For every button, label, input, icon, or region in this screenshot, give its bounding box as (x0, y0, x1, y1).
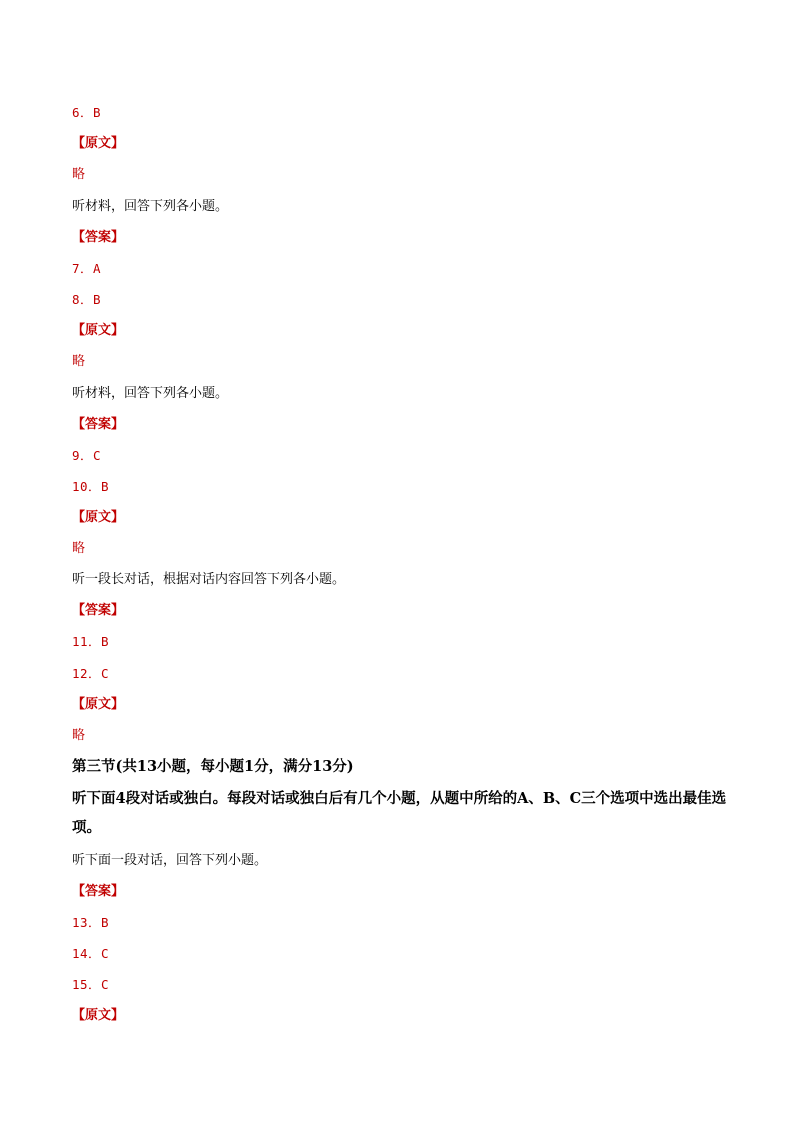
instruction-text: 听一段长对话，根据对话内容回答下列各小题。 (72, 572, 346, 587)
source-tag: 【原文】 (72, 697, 125, 712)
answer-line: 14．C (72, 946, 110, 961)
answer-line: 8．B (72, 292, 102, 307)
section-instruction: 听下面4段对话或独白。每段对话或独白后有几个小题，从题中所给的A、B、C三个选项中选出最佳选项。 (72, 790, 727, 836)
omitted-note: 略 (72, 167, 86, 182)
answer-line: 11．B (72, 634, 110, 649)
source-tag: 【原文】 (72, 136, 125, 151)
omitted-note: 略 (72, 728, 86, 743)
answer-line: 13．B (72, 915, 110, 930)
answer-line: 7．A (72, 261, 102, 276)
omitted-note: 略 (72, 354, 86, 369)
answer-line: 12．C (72, 666, 110, 681)
instruction-text: 听材料，回答下列各小题。 (72, 199, 229, 214)
instruction-text: 听下面一段对话，回答下列小题。 (72, 853, 268, 868)
answer-tag: 【答案】 (72, 230, 125, 245)
section-heading: 第三节(共13小题，每小题1分，满分13分) (72, 758, 354, 775)
instruction-text: 听材料，回答下列各小题。 (72, 386, 229, 401)
source-tag: 【原文】 (72, 323, 125, 338)
answer-tag: 【答案】 (72, 884, 125, 899)
answer-tag: 【答案】 (72, 603, 125, 618)
answer-line: 9．C (72, 448, 102, 463)
answer-line: 6．B (72, 105, 102, 120)
answer-line: 10．B (72, 479, 110, 494)
omitted-note: 略 (72, 541, 86, 556)
source-tag: 【原文】 (72, 510, 125, 525)
answer-tag: 【答案】 (72, 417, 125, 432)
source-tag: 【原文】 (72, 1008, 125, 1023)
answer-line: 15．C (72, 977, 110, 992)
